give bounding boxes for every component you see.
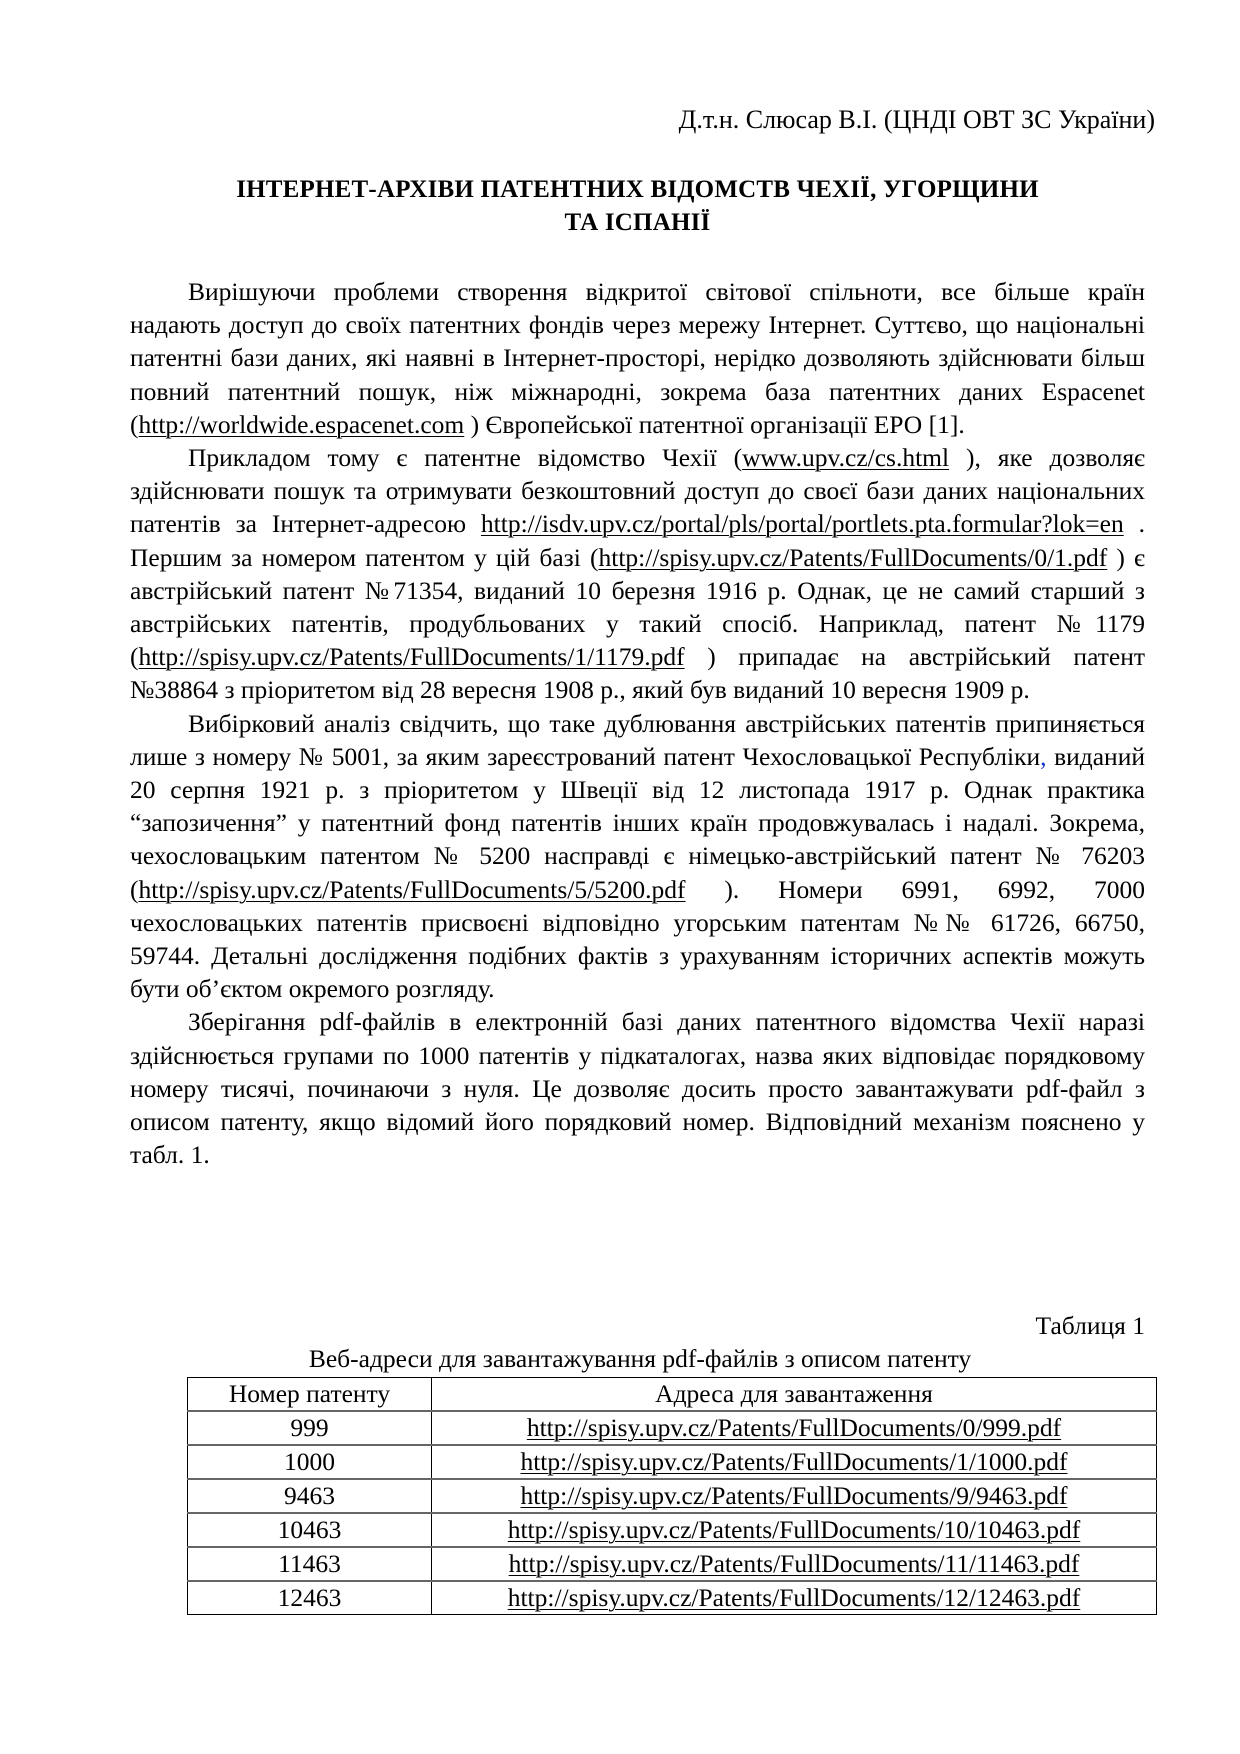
paragraph-text: ) є австрійський патент №71354, виданий 10 березня 1916 р. Однак, це не самий старший з австрійських патентів, продубльованих у такий спосіб. Наприклад, патент №1179 (	[130, 542, 1145, 672]
patent-url-table	[187, 1377, 1157, 1615]
paragraph-text: ), яке дозволяє здійснювати пошук та отримувати безкоштовний доступ до своєї бази даних національних патентів за Інтернет-адресою	[130, 443, 1145, 539]
table-label: Таблиця 1	[1035, 1311, 1145, 1340]
table-row	[188, 1513, 1157, 1547]
header-patent-number: Номер патенту	[188, 1378, 432, 1412]
paragraph-text: Вирішуючи проблеми створення відкритої світової спільноти, все більше країн надають доступ до своїх патентних фондів через мережу Інтернет. Суттєво, що національні патентні бази даних, які наявні в Інтернет-просторі, нерідко дозволяють здійснювати більш повний патентний пошук, ніж міжнародні, зокрема база патентних даних Espacenet (	[130, 277, 1145, 439]
url-cell	[432, 1547, 1157, 1581]
paragraph-text: Вибірковий аналіз свідчить, що таке дублювання австрійських патентів припиняється лише з номеру № 5001, за яким зареєстрований патент Чехословацької Республіки	[130, 708, 1145, 771]
patent-number-cell: 12463	[188, 1581, 432, 1615]
espacenet-link[interactable]: http://worldwide.espacenet.com	[138, 409, 465, 439]
patent-5200-link[interactable]: http://spisy.upv.cz/Patents/FullDocuments/5/5200.pdf	[138, 874, 686, 904]
url-cell	[432, 1445, 1157, 1479]
upv-home-link[interactable]: www.upv.cz/cs.html	[742, 443, 950, 473]
table-caption: Веб-адреси для завантажування pdf-файлів з описом патенту	[308, 1344, 972, 1373]
paragraph-text: ) Європейської патентної організації ЕРО [1].	[464, 409, 965, 439]
highlighted-comma: ,	[1040, 741, 1047, 771]
paragraph-text: . Першим за номером патентом у цій базі (	[130, 509, 1146, 572]
url-cell	[432, 1411, 1157, 1445]
patent-pdf-link[interactable]: http://spisy.upv.cz/Patents/FullDocuments/9/9463.pdf	[520, 1481, 1068, 1510]
title-line-2: ТА ІСПАНІЇ	[564, 209, 711, 236]
table-row	[188, 1445, 1157, 1479]
patent-pdf-link[interactable]: http://spisy.upv.cz/Patents/FullDocuments/0/999.pdf	[526, 1413, 1062, 1442]
patent-pdf-link[interactable]: http://spisy.upv.cz/Patents/FullDocuments/11/11463.pdf	[508, 1549, 1080, 1578]
paragraph-3	[130, 707, 1145, 1006]
url-cell	[432, 1479, 1157, 1513]
patent-number-cell: 9463	[188, 1479, 432, 1513]
paragraph-text: ). Номери 6991, 6992, 7000 чехословацьких патентів присвоєні відповідно угорським патентам №№ 61726, 66750, 59744. Детальні дослідження подібних фактів з урахуванням історичних аспектів можуть бути об’єктом окремого розгляду.	[130, 874, 1145, 1004]
paragraph-text: Прикладом тому є патентне відомство Чехії (	[188, 443, 743, 473]
paragraph-1	[130, 275, 1145, 441]
paragraph-text: ) припадає на австрійський патент №38864 з пріоритетом від 28 вересня 1908 р., який був виданий 10 вересня 1909 р.	[130, 642, 1145, 705]
paragraph-2	[130, 441, 1145, 707]
table-header-row	[188, 1378, 1157, 1412]
patent-pdf-link[interactable]: http://spisy.upv.cz/Patents/FullDocuments/10/10463.pdf	[507, 1515, 1081, 1544]
patent-number-cell: 10463	[188, 1513, 432, 1547]
paragraph-text: виданий 20 серпня 1921 р. з пріоритетом у Швеції від 12 листопада 1917 р. Однак практика “запозичення” у патентний фонд патентів інших країн продовжувалась і надалі. Зокрема, чехословацьким патентом № 5200 насправді є німецько-австрійський патент № 76203 (	[130, 741, 1145, 904]
patent-pdf-link[interactable]: http://spisy.upv.cz/Patents/FullDocuments/12/12463.pdf	[507, 1583, 1081, 1612]
patent-pdf-link[interactable]: http://spisy.upv.cz/Patents/FullDocuments/1/1000.pdf	[520, 1447, 1068, 1476]
paragraph-4: Зберігання pdf-файлів в електронній базі даних патентного відомства Чехії наразі здійснюється групами по 1000 патентів у підкаталогах, назва яких відповідає порядковому номеру тисячі, починаючи з нуля. Це дозволяє досить просто завантажувати pdf-файл з описом патенту, якщо відомий його порядковий номер. Відповідний механізм пояснено у табл. 1.	[130, 1007, 1145, 1170]
patent-number-cell: 999	[188, 1411, 432, 1445]
page-title	[130, 173, 1145, 239]
table-row	[188, 1581, 1157, 1615]
patent-number-cell: 11463	[188, 1547, 432, 1581]
patent-number-cell: 1000	[188, 1445, 432, 1479]
table-row	[188, 1547, 1157, 1581]
article-body	[130, 275, 1145, 1171]
patent-1179-link[interactable]: http://spisy.upv.cz/Patents/FullDocuments/1/1179.pdf	[138, 642, 685, 672]
author-line: Д.т.н. Слюсар В.І. (ЦНДІ ОВТ ЗС України)	[678, 105, 1155, 134]
patent-1-link[interactable]: http://spisy.upv.cz/Patents/FullDocuments/0/1.pdf	[598, 542, 1108, 572]
url-cell	[432, 1513, 1157, 1547]
header-download-address: Адреса для завантаження	[432, 1378, 1157, 1412]
url-cell	[432, 1581, 1157, 1615]
table-row	[188, 1479, 1157, 1513]
isdv-search-link[interactable]: http://isdv.upv.cz/portal/pls/portal/portlets.pta.formular?lok=en	[480, 509, 1124, 539]
title-line-1: ІНТЕРНЕТ-АРХІВИ ПАТЕНТНИХ ВІДОМСТВ ЧЕХІЇ, УГОРЩИНИ	[236, 176, 1039, 203]
table-row	[188, 1411, 1157, 1445]
